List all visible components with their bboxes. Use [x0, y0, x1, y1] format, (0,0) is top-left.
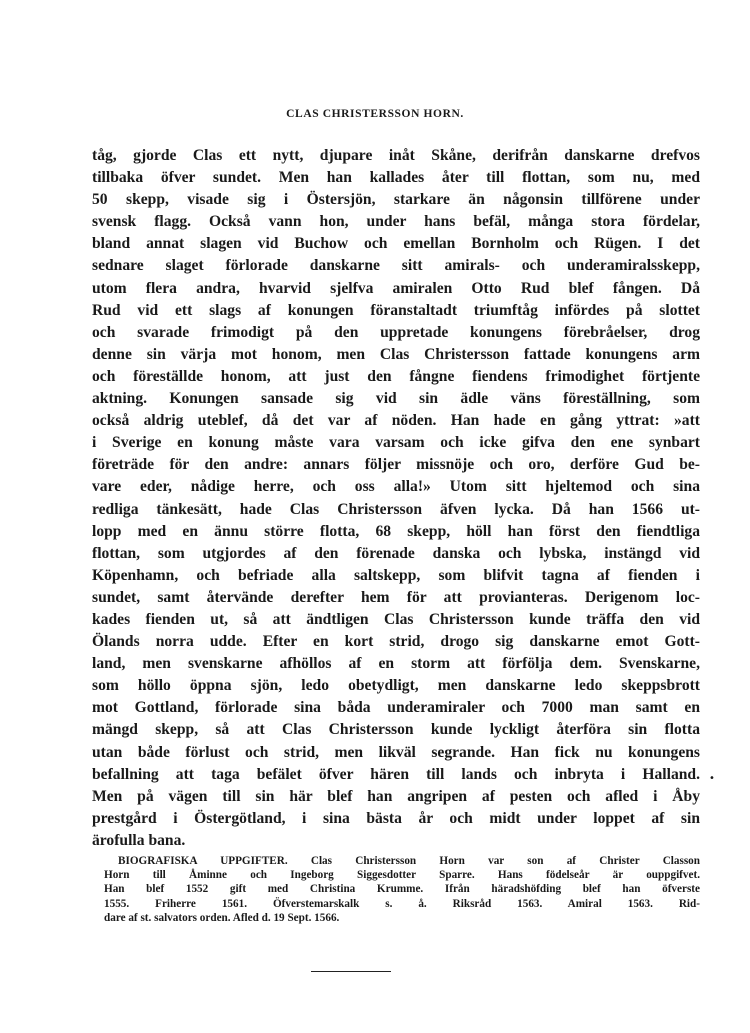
text-line: tåg, gjorde Clas ett nytt, djupare inåt Skåne, derifrån danskarne drefvos [92, 147, 700, 164]
text-line: utan både förlust och strid, men likväl segrande. Han fick nu konungens [92, 743, 700, 761]
text-line: prestgård i Östergötland, i sina bästa år och midt under loppet af sin [92, 809, 700, 827]
text-line: svensk flagg. Också vann hon, under hans befäl, många stora fördelar, [92, 213, 700, 231]
text-line: befallning att taga befälet öfver hären till lands och inbryta i Halland. [92, 765, 700, 783]
margin-mark: • [709, 773, 715, 784]
text-line: i Sverige en konung måste vara varsam och icke gifva den ene synbart [92, 434, 700, 452]
text-line: vare eder, nådige herre, och oss alla!» Utom sitt hjeltemod och sina [92, 478, 700, 496]
section-divider [311, 971, 391, 972]
text-line: flottan, som utgjordes af den förenade danska och lybska, instängd vid [92, 544, 700, 562]
text-line: Ölands norra udde. Efter en kort strid, drogo sig danskarne emot Gott- [92, 633, 700, 651]
biography-line: dare af st. salvators orden. Afled d. 19 Sept. 1566. [104, 911, 340, 924]
text-line: företräde för den andre: annars följer missnöje och oro, derföre Gud be- [92, 456, 700, 474]
text-line: aktning. Konungen sansade sig vid sin ädle väns föreställning, som [92, 390, 700, 408]
biography-line: Han blef 1552 gift med Christina Krumme. Ifrån häradshöfding blef han öfverste [104, 883, 700, 896]
text-line: denne sin värja mot honom, men Clas Christersson fattade konungens arm [92, 345, 700, 363]
biography-line: 1555. Friherre 1561. Öfverstemarskalk s. å. Riksråd 1563. Amiral 1563. Rid- [104, 897, 700, 910]
text-line: mängd skepp, så att Clas Christersson kunde lyckligt återföra sin flotta [92, 721, 700, 739]
text-line: Rud vid ett slags af konungen föranstaltadt triumftåg infördes på slottet [92, 301, 700, 319]
text-line: kades fienden ut, så att ändtligen Clas Christersson kunde träffa den vid [92, 610, 700, 628]
biography-note [104, 854, 700, 925]
text-line: tillbaka öfver sundet. Men han kallades åter till flottan, som nu, med [92, 169, 700, 187]
text-line: utom flera andra, hvarvid sjelfva amiralen Otto Rud blef fången. Då [92, 279, 700, 297]
text-line: och svarade frimodigt på den uppretade konungens förebråelser, drog [92, 323, 700, 341]
text-line: sundet, samt återvände derefter hem för att provianteras. Derigenom loc- [92, 588, 700, 606]
text-line: ärofulla bana. [92, 831, 186, 849]
body-text [92, 145, 700, 852]
text-line: 50 skepp, visade sig i Östersjön, starkare än någonsin tillförene under [92, 191, 700, 209]
text-line: som höllo öppna sjön, ledo obetydligt, men danskarne ledo skeppsbrott [92, 677, 700, 695]
biography-line: Horn till Åminne och Ingeborg Siggesdotter Sparre. Hans födelseår är ouppgifvet. [104, 869, 700, 882]
text-line: Men på vägen till sin här blef han angripen af pesten och afled i Åby [92, 787, 700, 805]
text-line: och föreställde honom, att just den fångne fiendens frimodighet förtjente [92, 367, 700, 385]
text-line: bland annat slagen vid Buchow och emellan Bornholm och Rügen. I det [92, 235, 700, 253]
text-line: redliga tänkesätt, hade Clas Christersson äfven lycka. Då han 1566 ut- [92, 500, 700, 518]
text-line: också aldrig uteblef, då det var af nöden. Han hade en gång yttrat: »att [92, 412, 700, 430]
text-line: land, men svenskarne afhöllos af en storm att förfölja dem. Svenskarne, [92, 655, 700, 673]
text-line: Köpenhamn, och befriade alla saltskepp, som blifvit tagna af fienden i [92, 566, 700, 584]
text-line: lopp med en ännu större flotta, 68 skepp, höll han först den fiendtliga [92, 522, 700, 540]
text-line: sednare slaget förlorade danskarne sitt amirals- och underamiralsskepp, [92, 257, 700, 275]
running-head: CLAS CHRISTERSSON HORN. [286, 108, 464, 120]
text-line: mot Gottland, förlorade sina båda underamiraler och 7000 man samt en [92, 699, 700, 717]
biography-line: BIOGRAFISKA UPPGIFTER. Clas Christersson Horn var son af Christer Classon [118, 855, 700, 867]
